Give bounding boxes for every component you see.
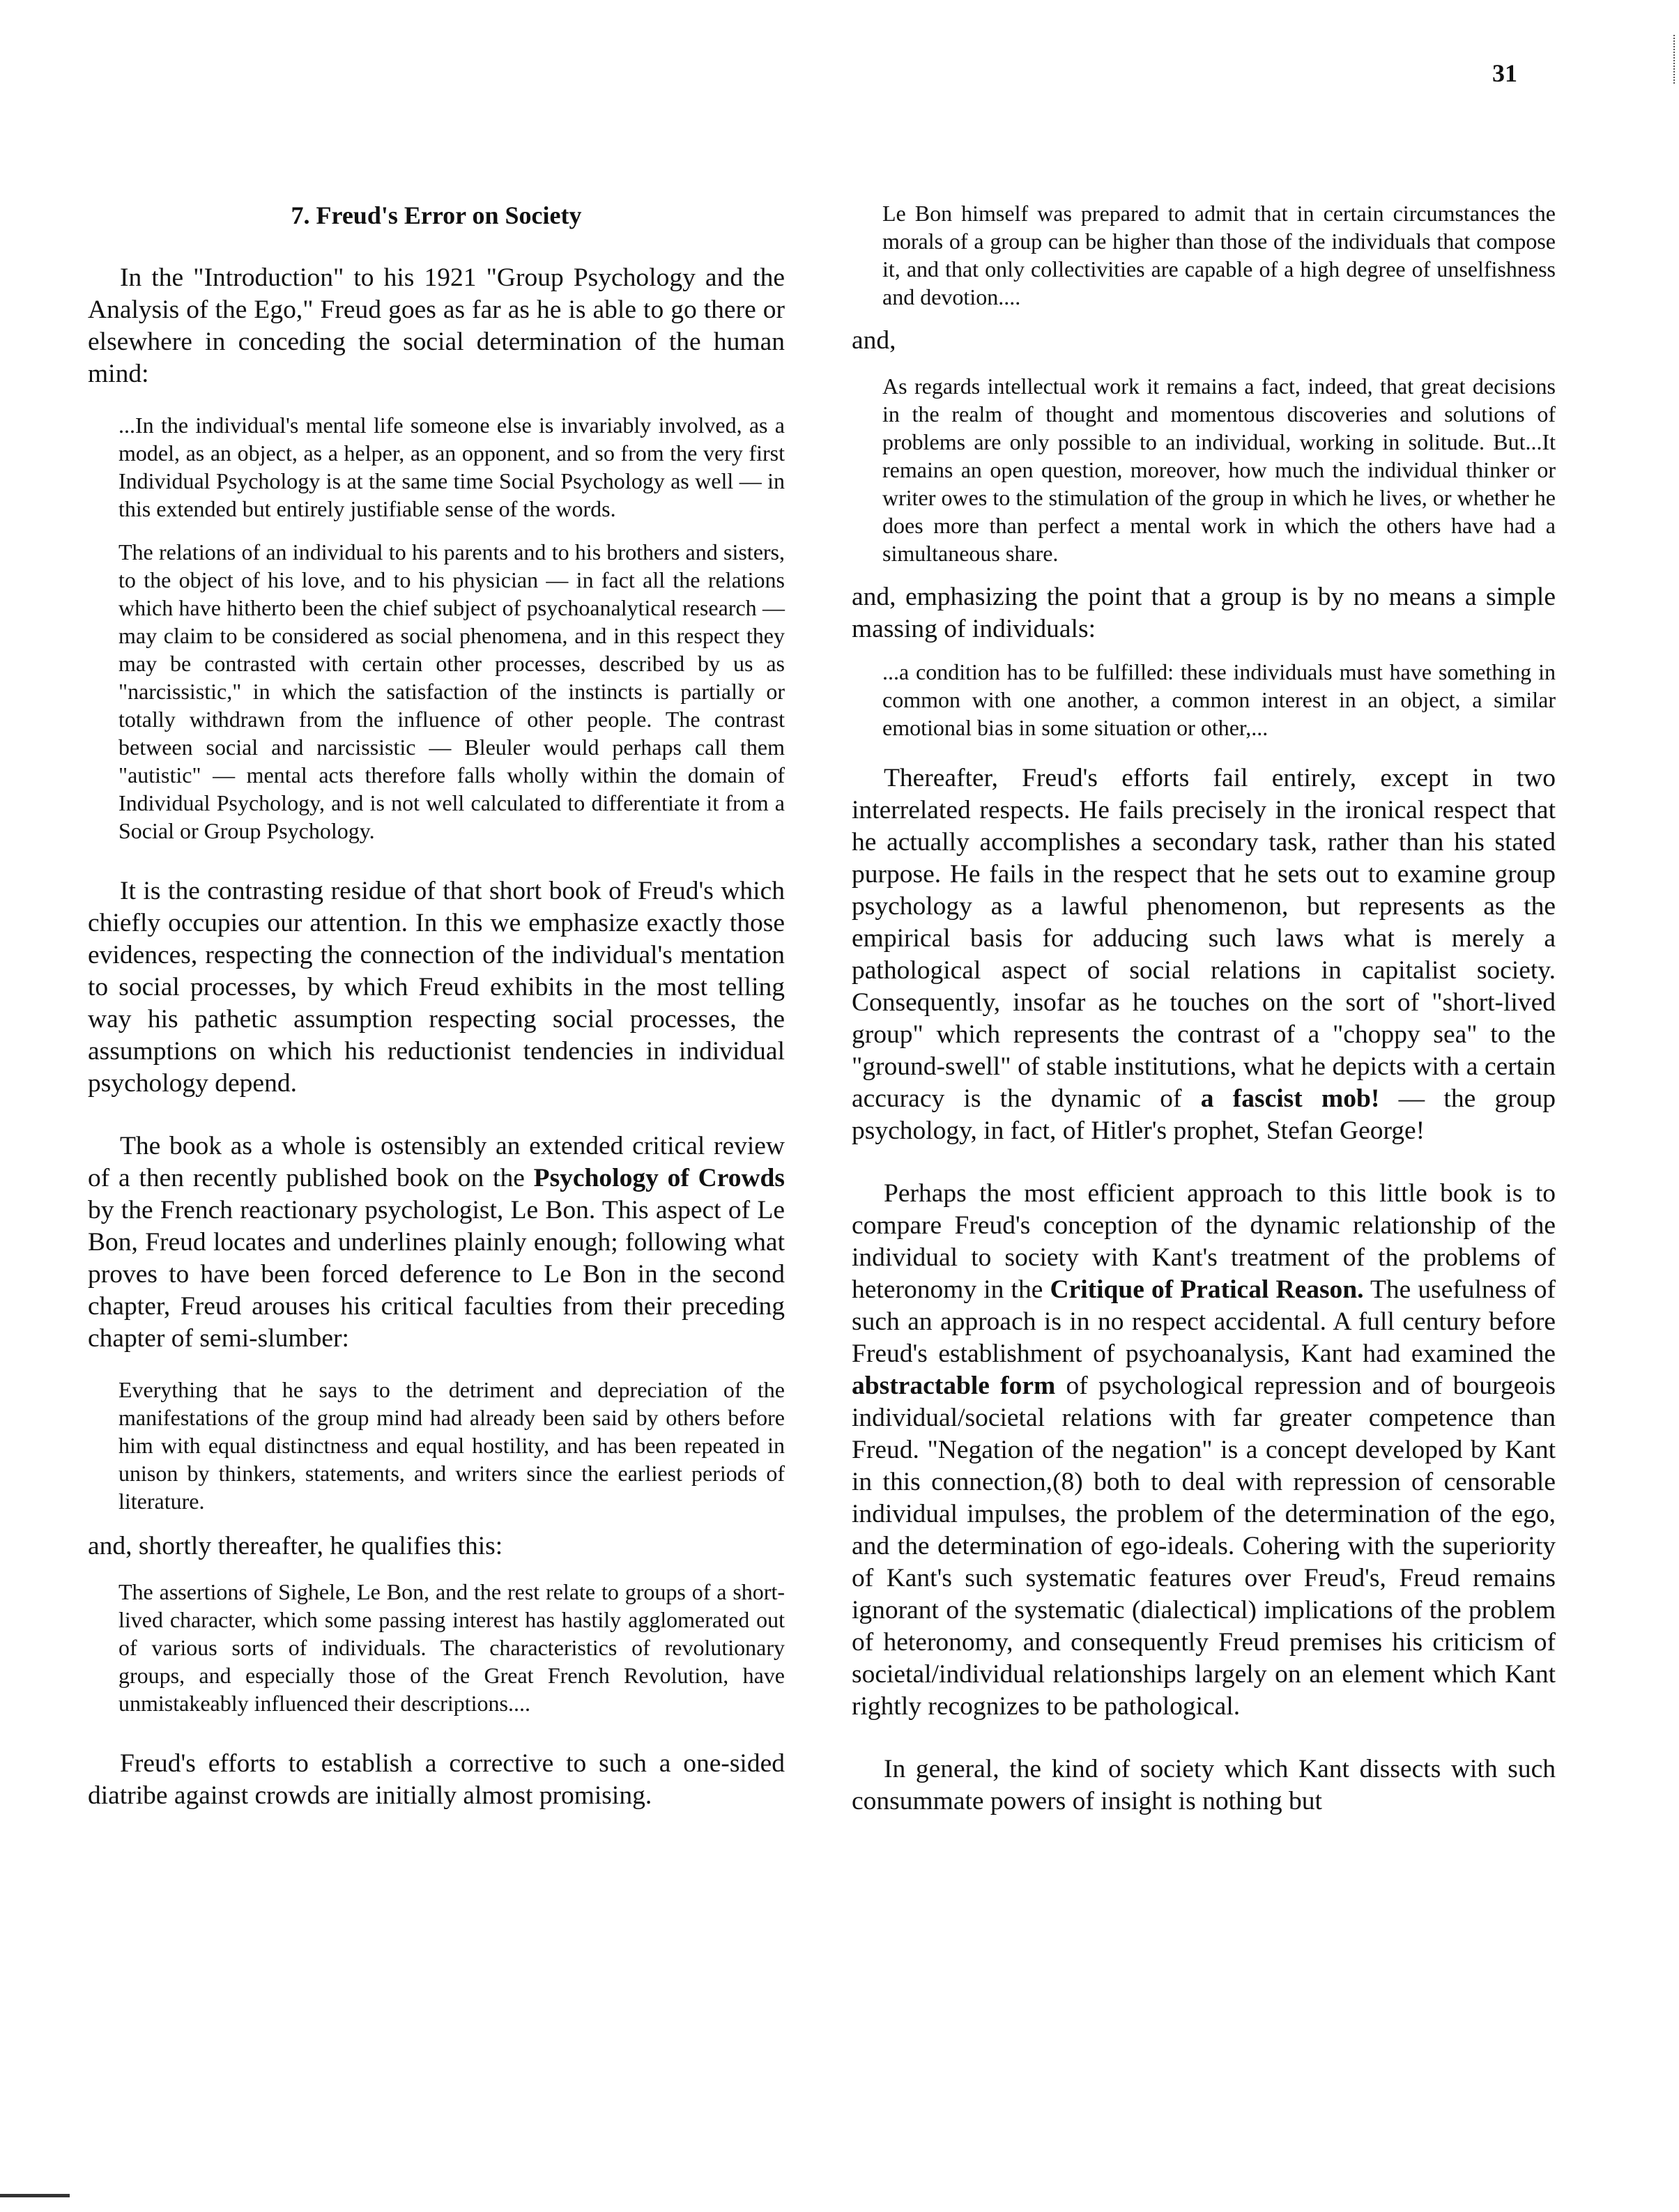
section-title: 7. Freud's Error on Society bbox=[291, 201, 582, 229]
left-column bbox=[88, 199, 785, 1812]
quote-le-bon: Le Bon himself was prepared to admit that in certain circumstances the morals of a group can be higher than those of the individuals that compose it, and that only collectivities are capable of a high degree of unselfishness and devotion.... bbox=[882, 201, 1556, 309]
quote-intellectual-work: As regards intellectual work it remains a fact, indeed, that great decisions in the realm of thought and momentous discoveries and solutions of problems are only possible to an individual, working in solitude. But...It remains an open question, moreover, how much the individual thinker or writer owes to the stimulation of the group in which he lives, or whether he does more than perfect a mental work in which the others have had a simultaneous share. bbox=[882, 374, 1556, 566]
right-column bbox=[852, 199, 1556, 1818]
scan-mark-right bbox=[1673, 35, 1679, 84]
paragraph-intro: In the "Introduction" to his 1921 "Group Psychology and the Analysis of the Ego," Freud goes as far as he is able to go there or elsewhere in conceding the social determination of the human mind: bbox=[88, 263, 785, 388]
paragraph-emphasizing: and, emphasizing the point that a group is by no means a simple massing of individuals: bbox=[852, 583, 1556, 643]
critique-title-bold: Critique of Pratical Reason. bbox=[1050, 1275, 1364, 1304]
paragraph-and: and, bbox=[852, 326, 896, 355]
page-number: 31 bbox=[1492, 59, 1517, 87]
quote-freud-2: The relations of an individual to his parents and to his brothers and sisters, to the object of his love, and to his physician — in fact all the relations which have hitherto been the chief subject of psychoanalytical research — may claim to be considered as social phenomena, and in this respect they may be contrasted with certain other processes, described by us as "narcissistic," in which the satisfaction of the instincts is partially or totally withdrawn from the influence of other people. The contrast between social and narcissistic — Bleuler would perhaps call them "autistic" — mental acts therefore falls wholly within the domain of Individual Psychology, and is not well calculated to differentiate it from a Social or Group Psychology. bbox=[118, 539, 785, 843]
paragraph-thereafter: Thereafter, Freud's efforts fail entirely, except in two interrelated respects. He fails precisely in the ironical respect that he actually accomplishes a secondary task, rather than his stated purpose. He fails in the respect that he sets out to examine group psychology as a lawful phenomenon, but represents as the empirical basis for adducing such laws what is merely a pathological aspect of social relations in capitalist society. Consequently, insofar as he touches on the sort of "short-lived group" which represents the contrast of a "choppy sea" to the "ground-swell" of stable institutions, what he depicts with a certain accuracy is the dynamic of a fascist mob! — the group psychology, in fact, of Hitler's prophet, Stefan George! bbox=[852, 764, 1556, 1145]
scan-mark-left bbox=[0, 2194, 70, 2197]
quote-condition: ...a condition has to be fulfilled: these individuals must have something in common with one another, a common interest in an object, a similar emotional bias in some situation or other,... bbox=[882, 659, 1556, 740]
paragraph-kant: Perhaps the most efficient approach to this little book is to compare Freud's conception of the dynamic relationship of the individual to society with Kant's treatment of the problems of heteronomy in the Critique of Pratical Reason. The usefulness of such an approach is in no respect accidental. A full century before Freud's establishment of psychoanalysis, Kant had examined the abstractable form of psychological repression and of bourgeois individual/societal relations with far greater competence than Freud. "Negation of the negation" is a concept developed by Kant in this connection,(8) both to deal with repression of censorable individual impulses, the problem of the determination of the ego, and the determination of ego-ideals. Cohering with the superiority of Kant's such systematic features over Freud's, Freud remains ignorant of the systematic (dialectical) implications of the problem of heteronomy, and consequently Freud premises his criticism of societal/individual relationships largely on an element which Kant rightly recognizes to be pathological. bbox=[852, 1179, 1556, 1721]
paragraph-in-general: In general, the kind of society which Kant dissects with such consummate powers of insight is nothing but bbox=[852, 1755, 1556, 1815]
quote-freud-3: Everything that he says to the detriment and depreciation of the manifestations of the group mind had already been said by others before him with equal distinctness and equal hostility, and has been repeated in unison by thinkers, statements, and writers since the earliest periods of literature. bbox=[118, 1377, 785, 1514]
paragraph-book-review: The book as a whole is ostensibly an extended critical review of a then recently published book on the Psychology of Crowds by the French reactionary psychologist, Le Bon. This aspect of Le Bon, Freud locates and underlines plainly enough; following what proves to have been forced deference to Le Bon in the second chapter, Freud arouses his critical faculties from their preceding chapter of semi-slumber: bbox=[88, 1132, 785, 1353]
quote-freud-1: ...In the individual's mental life someone else is invariably involved, as a model, as an object, as a helper, as an opponent, and so from the very first Individual Psychology is at the same time Social Psychology as well — in this extended but entirely justifiable sense of the words. bbox=[118, 413, 785, 521]
paragraph-qualifies: and, shortly thereafter, he qualifies this: bbox=[88, 1532, 503, 1560]
book-title-bold: Psychology of Crowds bbox=[533, 1164, 785, 1192]
abstractable-form-bold: abstractable form bbox=[852, 1372, 1056, 1400]
paragraph-residue: It is the contrasting residue of that short book of Freud's which chiefly occupies our attention. In this we emphasize exactly those evidences, respecting the connection of the individual's mentation to social processes, by which Freud exhibits in the most telling way his pathetic assumption respecting social processes, the assumptions on which his reductionist tendencies in individual psychology depend. bbox=[88, 877, 785, 1098]
quote-freud-4: The assertions of Sighele, Le Bon, and the rest relate to groups of a short-lived character, which some passing interest has hastily agglomerated out of various sorts of individuals. The characteristics of revolutionary groups, and especially those of the Great French Revolution, have unmistakeably influenced their descriptions.... bbox=[118, 1579, 785, 1716]
paragraph-efforts: Freud's efforts to establish a corrective to such a one-sided diatribe against crowds are initially almost promising. bbox=[88, 1749, 785, 1810]
fascist-mob-bold: a fascist mob! bbox=[1200, 1084, 1380, 1113]
